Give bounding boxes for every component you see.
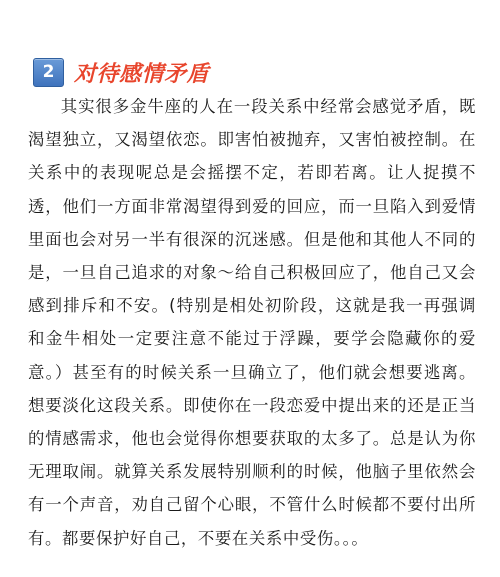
section-number-badge: 2 (33, 58, 64, 87)
section-header (33, 55, 209, 89)
body-paragraph: 其实很多金牛座的人在一段关系中经常会感觉矛盾，既渴望独立，又渴望依恋。即害怕被抛弃，又害怕被控制。在关系中的表现呢总是会摇摆不定，若即若离。让人捉摸不透，他们一方面非常渴望得到爱的回应，而一旦陷入到爱情里面也会对另一半有很深的沉迷感。但是他和其他人不同的是，一旦自己追求的对象～给自己积极回应了，他自己又会感到排斥和不安。(特别是相处初阶段，这就是我一再强调和金牛相处一定要注意不能过于浮躁，要学会隐藏你的爱意。）甚至有的时候关系一旦确立了，他们就会想要逃离。想要淡化这段关系。即使你在一段恋爱中提出来的还是正当的情感需求，他也会觉得你想要获取的太多了。总是认为你无理取闹。就算关系发展特别顺利的时候，他脑子里依然会有一个声音，劝自己留个心眼，不管什么时候都不要付出所有。都要保护好自己，不要在关系中受伤。。。 (28, 97, 476, 548)
section-title: 对待感情矛盾 (74, 61, 210, 87)
